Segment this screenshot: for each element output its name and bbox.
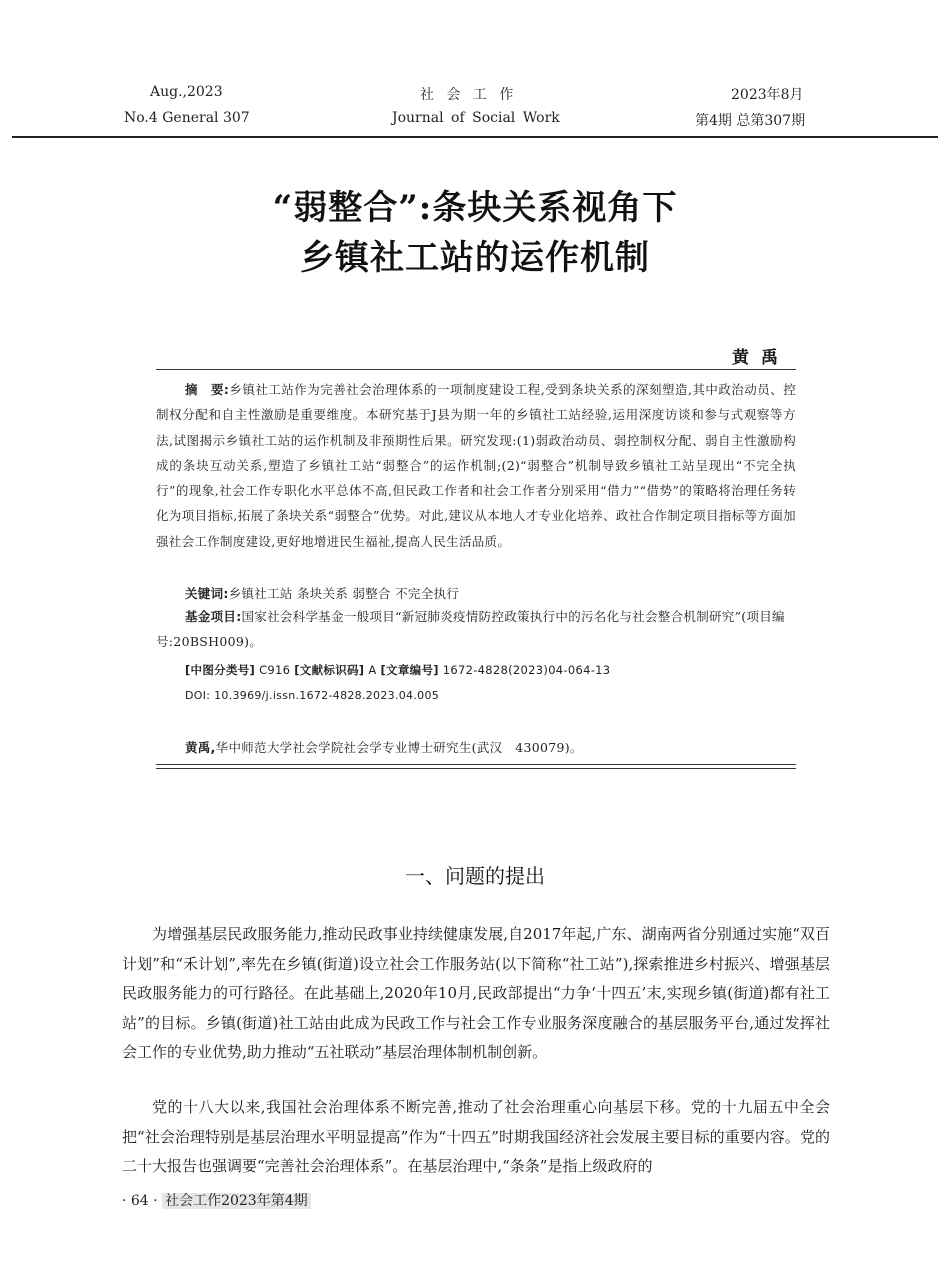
abstract-top-rule: [156, 369, 796, 370]
abstract-block: [156, 377, 796, 554]
body-paragraph-2: 党的十八大以来,我国社会治理体系不断完善,推动了社会治理重心向基层下移。党的十九届五中全会把“社会治理特别是基层治理水平明显提高”作为“十四五”时期我国经济社会发展主要目标的重要内容。党的二十大报告也强调要“完善社会治理体系”。在基层治理中,“条条”是指上级政府的: [122, 1098, 830, 1175]
page-number: · 64 ·: [122, 1193, 158, 1209]
header-journal-en: Journal of Social Work: [392, 110, 560, 126]
section-heading: 一、问题的提出: [405, 864, 545, 888]
abstract-bottom-rule-1: [156, 764, 796, 765]
article-number-label: [文章编号]: [380, 663, 439, 677]
clc-label: [中图分类号]: [185, 663, 256, 677]
doc-code-label: [文献标识码]: [294, 663, 365, 677]
fund-label: 基金项目:: [185, 609, 242, 624]
page-footer: [122, 1190, 311, 1210]
header-rule: [12, 136, 938, 138]
header-date-en: Aug.,2023: [150, 84, 223, 100]
classification-line: [185, 662, 610, 678]
clc-value: C916: [259, 663, 291, 677]
author-info-text: 华中师范大学社会学院社会学专业博士研究生(武汉 430079)。: [215, 740, 583, 755]
body-paragraph-1: 为增强基层民政服务能力,推动民政事业持续健康发展,自2017年起,广东、湖南两省分别通过实施“双百计划”和“禾计划”,率先在乡镇(街道)设立社会工作服务站(以下简称“社工站”),探索推进乡村振兴、增强基层民政服务能力的可行路径。在此基础上,2020年10月,民政部提出“力争‘十四五’末,实现乡镇(街道)都有社工站”的目标。乡镇(街道)社工站由此成为民政工作与社会工作专业服务深度融合的基层服务平台,通过发挥社会工作的专业优势,助力推动“五社联动”基层治理体制机制创新。: [122, 925, 830, 1061]
header-date-cn: 2023年8月: [731, 87, 804, 103]
abstract-bottom-rule-2: [156, 768, 796, 769]
article-title-line1: “弱整合”:条块关系视角下: [272, 188, 678, 228]
keywords-line: [185, 584, 459, 602]
article-author: 黄禹: [732, 348, 790, 368]
header-issue-cn: 第4期 总第307期: [695, 113, 806, 129]
abstract-paragraph: [156, 377, 796, 554]
fund-paragraph: [156, 604, 796, 654]
fund-text: 国家社会科学基金一般项目“新冠肺炎疫情防控政策执行中的污名化与社会整合机制研究”(项目编号:20BSH009)。: [156, 609, 785, 649]
doc-code-value: A: [368, 663, 377, 677]
article-title-line2: 乡镇社工站的运作机制: [300, 238, 650, 278]
abstract-text: 乡镇社工站作为完善社会治理体系的一项制度建设工程,受到条块关系的深刻塑造,其中政治动员、控制权分配和自主性激励是重要维度。本研究基于J县为期一年的乡镇社工站经验,运用深度访谈和参与式观察等方法,试图揭示乡镇社工站的运作机制及非预期性后果。研究发现:(1)弱政治动员、弱控制权分配、弱自主性激励构成的条块互动关系,塑造了乡镇社工站“弱整合”的运作机制;(2)“弱整合”机制导致乡镇社工站呈现出“不完全执行”的现象,社会工作专职化水平总体不高,但民政工作者和社会工作者分别采用“借力”“借势”的策略将治理任务转化为项目指标,拓展了条块关系“弱整合”优势。对此,建议从本地人才专业化培养、政社合作制定项目指标等方面加强社会工作制度建设,更好地增进民生福祉,提高人民生活品质。: [156, 382, 797, 549]
author-info-name: 黄禹,: [185, 740, 216, 755]
author-info-line: [185, 738, 583, 756]
footer-journal-name: 社会工作2023年第4期: [162, 1193, 311, 1209]
header-issue-en: No.4 General 307: [124, 110, 250, 126]
header-journal-cn: 社 会 工 作: [420, 87, 518, 103]
article-number-value: 1672-4828(2023)04-064-13: [442, 663, 611, 677]
abstract-label: 摘 要:: [185, 382, 230, 397]
keywords-text: 乡镇社工站 条块关系 弱整合 不完全执行: [228, 586, 460, 601]
doi-line[interactable]: DOI: 10.3969/j.issn.1672-4828.2023.04.005: [185, 689, 440, 702]
keywords-label: 关键词:: [185, 586, 229, 601]
